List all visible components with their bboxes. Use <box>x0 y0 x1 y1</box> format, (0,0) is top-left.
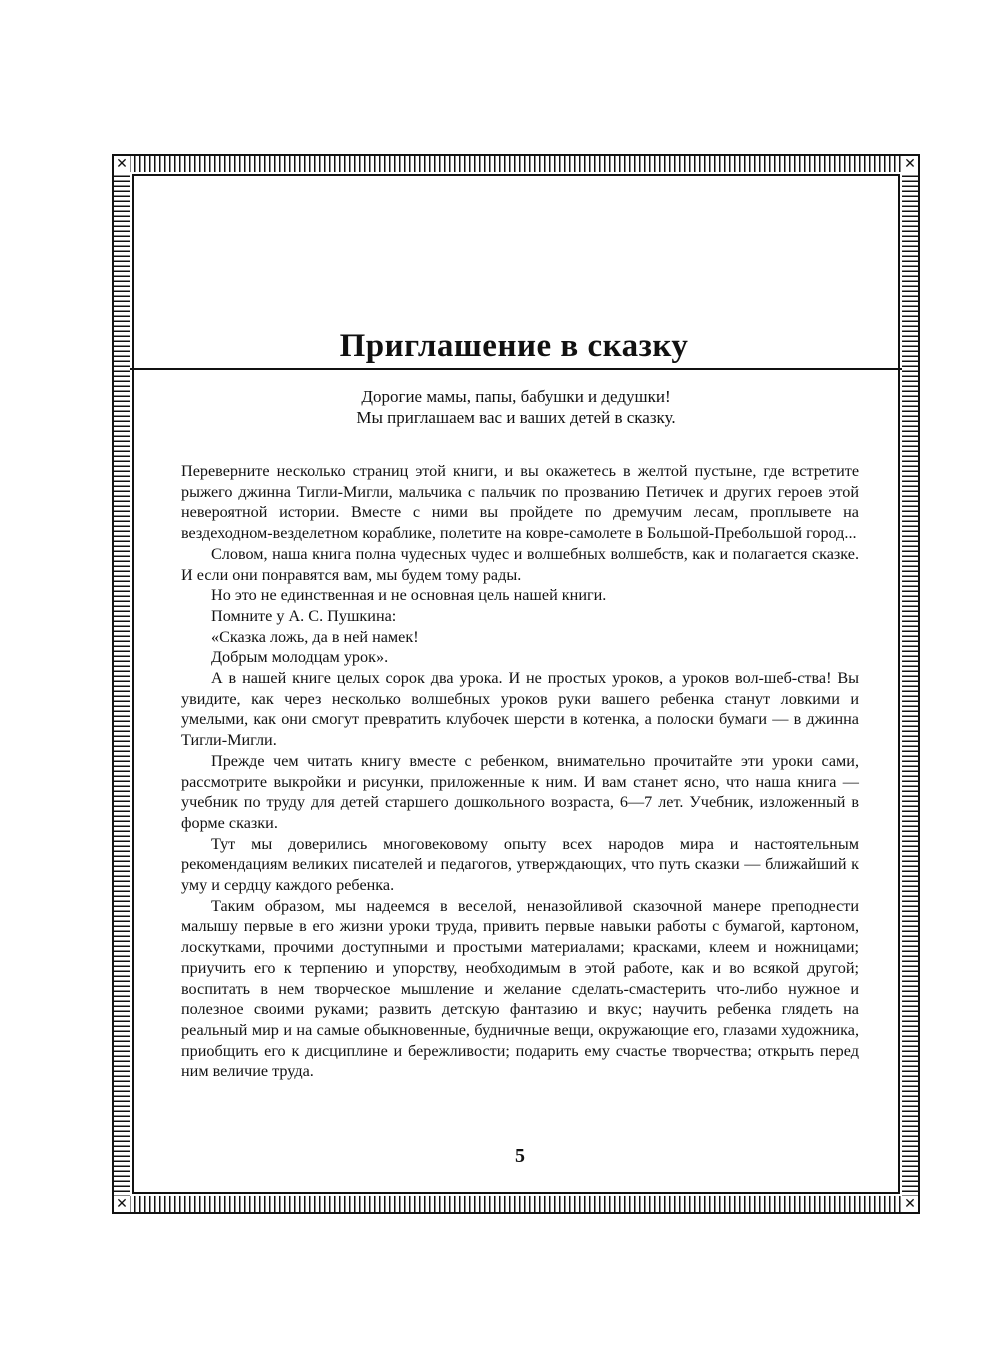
paragraph: Прежде чем читать книгу вместе с ребенком, внимательно прочитайте эти уроки сами, рассмотрите выкройки и рисунки, приложенные к ним. И вам станет ясно, что наша книга — учебник по труду для детей старшего дошкольного возраста, 6—7 лет. Учебник, изложенный в форме сказки. <box>181 751 859 832</box>
title-divider <box>130 368 902 370</box>
frame-corner-icon: ✕ <box>114 156 130 172</box>
paragraph: Таким образом, мы надеемся в веселой, неназойливой сказочной манере преподнести малышу первые в его жизни уроки труда, привить первые навыки работы с бумагой, картоном, лоскутками, прочими доступными и простыми материалами; красками, клеем и ножницами; приучить его к терпению и упорству, необходимым в этой работе, как и во всякой другой; воспитать в нем творческое мышление и желание сделать-смастерить что-либо нужное и полезное своими руками; развить детскую фантазию и вкус; научить ребенка глядеть на реальный мир и на самые обыкновенные, будничные вещи, окружающие его, глазами художника, приобщить его к дисциплине и бережливости; подарить ему счастье творчества; открыть перед ним величие труда. <box>181 896 859 1081</box>
quote-line: «Сказка ложь, да в ней намек! <box>211 627 419 646</box>
frame-corner-icon: ✕ <box>114 1196 130 1212</box>
page-number: 5 <box>515 1145 525 1167</box>
greeting <box>130 386 902 428</box>
frame-border-bottom <box>114 1196 918 1212</box>
body-text <box>181 461 859 1082</box>
frame-border-left <box>114 156 130 1212</box>
greeting-line: Мы приглашаем вас и ваших детей в сказку. <box>356 408 676 427</box>
paragraph: Но это не единственная и не основная цель нашей книги. <box>211 586 607 605</box>
paragraph: Словом, наша книга полна чудесных чудес и волшебных волшебств, как и полагается сказке. И если они понравятся вам, мы будем тому рады. <box>181 544 859 584</box>
quote-line: Добрым молодцам урок». <box>211 648 389 667</box>
page-title: Приглашение в сказку <box>339 328 689 364</box>
frame-border-top <box>114 156 918 172</box>
frame-corner-icon: ✕ <box>902 1196 918 1212</box>
frame-border-right <box>902 156 918 1212</box>
paragraph: Переверните несколько страниц этой книги, и вы окажетесь в желтой пустыне, где встретите рыжего джинна Тигли-Мигли, мальчика с пальчик по прозванию Петичек и других героев этой невероятной истории. Вместе с ними вы пройдете по дремучим лесам, проплывете на вездеходном-везделетном кораблике, полетите на ковре-самолете в Большой-Пребольшой город... <box>181 462 859 543</box>
paragraph: Тут мы доверились многовековому опыту всех народов мира и настоятельным рекомендациям великих писателей и педагогов, утверждающих, что путь сказки — ближайший к уму и сердцу каждого ребенка. <box>181 834 859 895</box>
frame-corner-icon: ✕ <box>902 156 918 172</box>
paragraph: А в нашей книге целых сорок два урока. И не простых уроков, а уроков вол-шеб-ства! Вы увидите, как через несколько волшебных уроков руки вашего ребенка станут ловкими и умелыми, как они смогут превратить клубочек шерсти в котенка, а полоски бумаги — в джинна Тигли-Мигли. <box>181 669 859 750</box>
paragraph: Помните у А. С. Пушкина: <box>211 606 397 625</box>
greeting-line: Дорогие мамы, папы, бабушки и дедушки! <box>361 387 671 406</box>
